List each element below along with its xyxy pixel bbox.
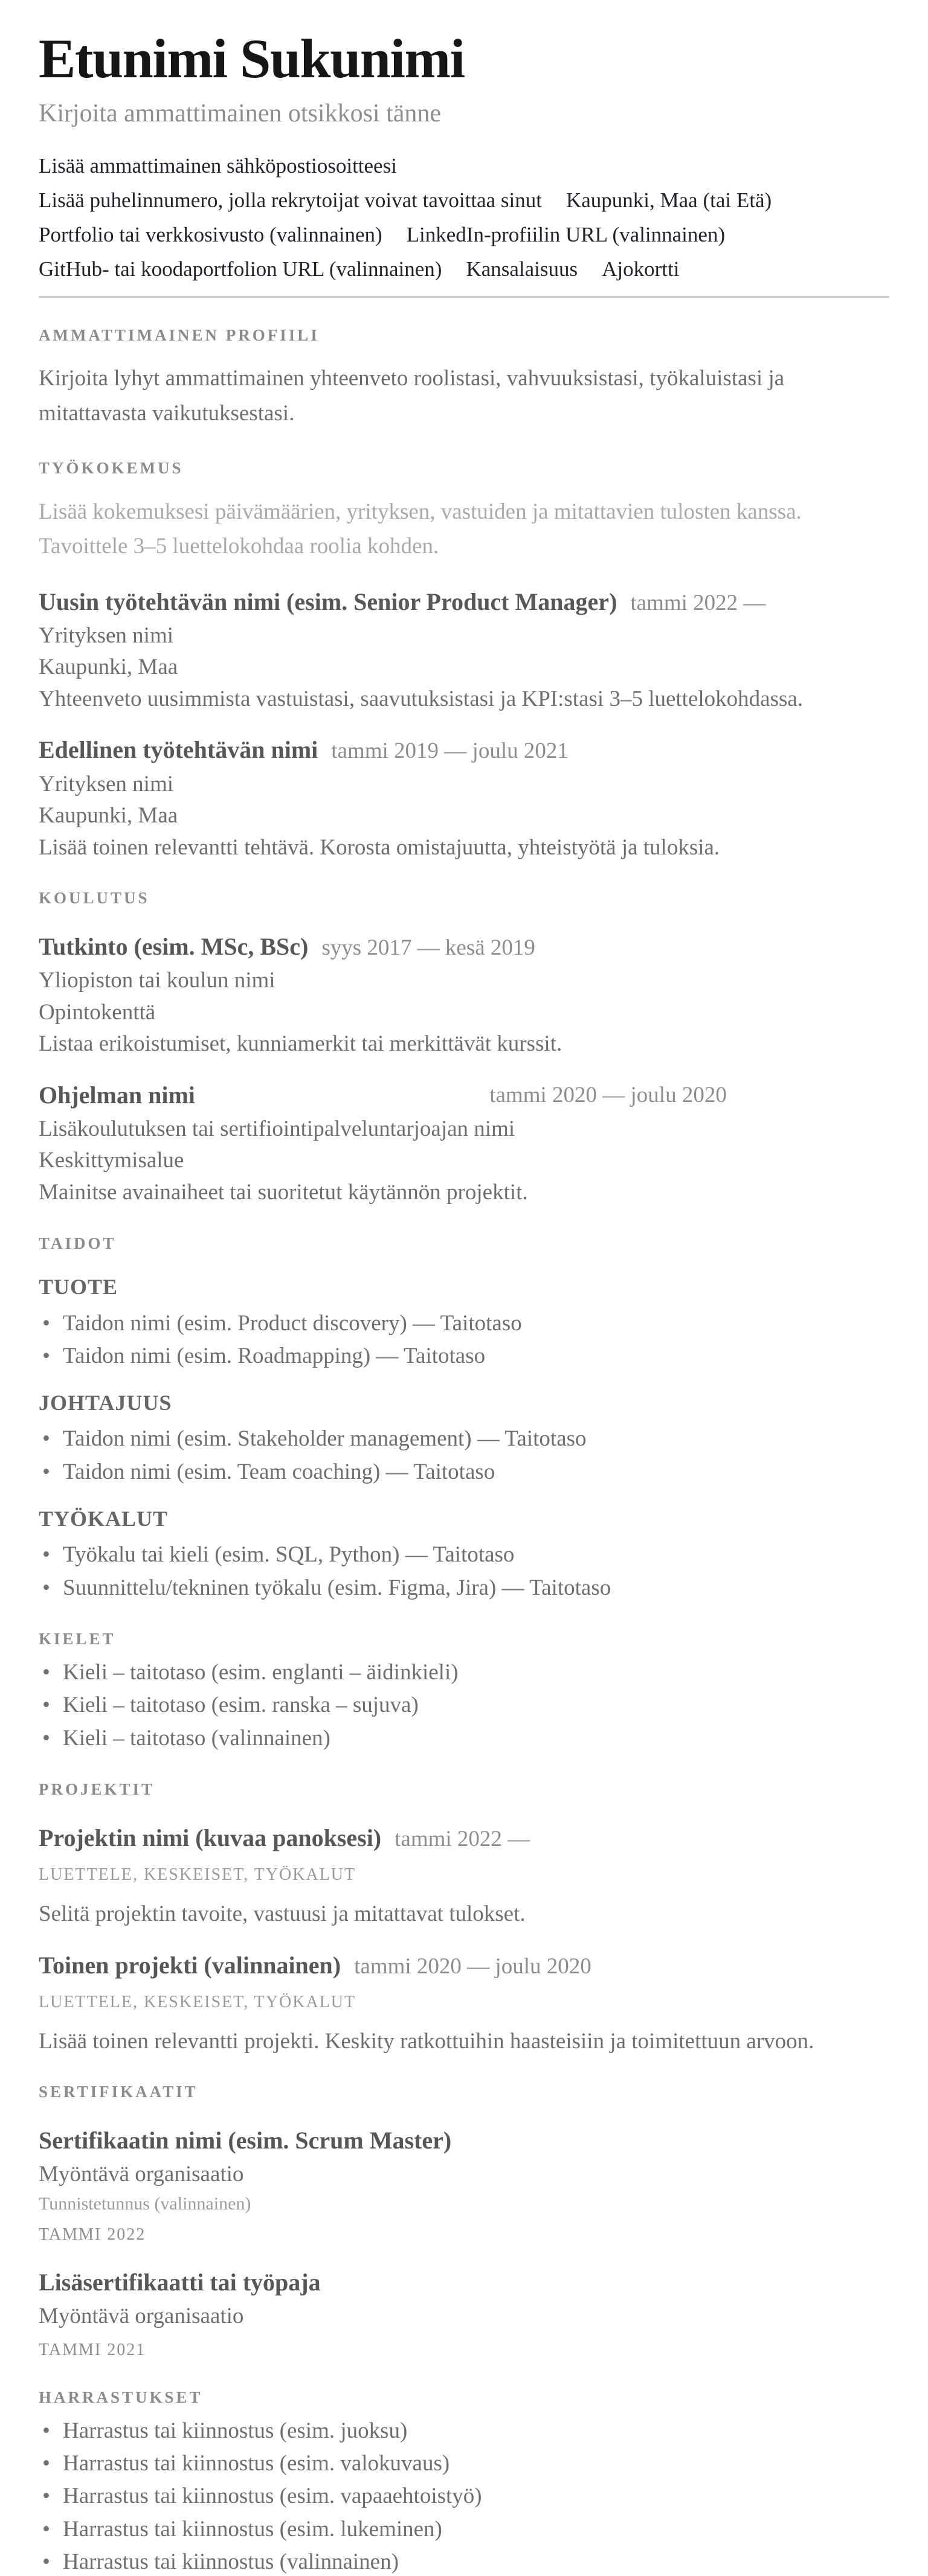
- issuing-organization: Myöntävä organisaatio: [39, 2304, 244, 2329]
- education-note: Mainitse avainaiheet tai suoritetut käytännön projektit.: [39, 1180, 528, 1205]
- contact-email: Lisää ammattimainen sähköpostiosoitteesi: [39, 153, 397, 178]
- skill-item: • Taidon nimi (esim. Team coaching) — Taitotaso: [39, 1459, 889, 1485]
- contact-portfolio: Portfolio tai verkkosivusto (valinnainen): [39, 222, 382, 246]
- education-entry: [39, 1080, 889, 1206]
- resume-header: [39, 28, 889, 298]
- company-name: Yrityksen nimi: [39, 623, 174, 648]
- hobby-item: • Harrastus tai kiinnostus (valinnainen): [39, 2549, 889, 2575]
- experience-entry: [39, 587, 889, 713]
- skill-group-label: TUOTE: [39, 1275, 118, 1299]
- certification-title: Sertifikaatin nimi (esim. Scrum Master): [39, 2127, 452, 2155]
- project-title: Projektin nimi (kuvaa panoksesi): [39, 1824, 382, 1851]
- education-dates: tammi 2020 — joulu 2020: [489, 1082, 727, 1107]
- school-name: Yliopiston tai koulun nimi: [39, 968, 276, 993]
- skill-group-label: TYÖKALUT: [39, 1507, 169, 1531]
- hobby-list: [39, 2418, 889, 2576]
- section-heading-hobbies: HARRASTUKSET: [39, 2388, 203, 2406]
- section-heading-profile: AMMATTIMAINEN PROFIILI: [39, 325, 320, 344]
- resume-document: [39, 28, 889, 2576]
- project-entry-header: [39, 1823, 889, 1853]
- skill-item: • Suunnittelu/tekninen työkalu (esim. Figma, Jira) — Taitotaso: [39, 1575, 889, 1601]
- section-heading-languages: KIELET: [39, 1630, 116, 1648]
- job-title: Edellinen työtehtävän nimi: [39, 736, 318, 764]
- skill-item: • Työkalu tai kieli (esim. SQL, Python) — Taitotaso: [39, 1542, 889, 1568]
- section-skills: [39, 1234, 889, 1602]
- profile-summary: Kirjoita lyhyt ammattimainen yhteenveto roolistasi, vahvuuksistasi, työkaluistasi ja mitattavasta vaikutuksestasi.: [39, 366, 785, 426]
- hobby-item: • Harrastus tai kiinnostus (esim. juoksu): [39, 2418, 889, 2444]
- section-heading-experience: TYÖKOKEMUS: [39, 459, 184, 478]
- project-dates: tammi 2020 — joulu 2020: [354, 1953, 591, 1979]
- education-entry-header: [39, 932, 889, 962]
- field-of-study: Keskittymisalue: [39, 1148, 184, 1173]
- project-title: Toinen projekti (valinnainen): [39, 1951, 341, 1979]
- skill-item: • Taidon nimi (esim. Product discovery) — Taitotaso: [39, 1310, 889, 1337]
- section-projects: [39, 1780, 889, 2054]
- project-dates: tammi 2022 —: [395, 1826, 530, 1851]
- skill-list: [39, 1310, 889, 1370]
- section-education: [39, 888, 889, 1205]
- job-summary: Yhteenveto uusimmista vastuistasi, saavutuksistasi ja KPI:stasi 3–5 luettelokohdassa.: [39, 686, 804, 711]
- hobby-item: • Harrastus tai kiinnostus (esim. valokuvaus): [39, 2450, 889, 2477]
- project-entry: [39, 1950, 889, 2055]
- section-heading-certifications: SERTIFIKAATIT: [39, 2083, 198, 2101]
- program-title: Ohjelman nimi: [39, 1081, 195, 1109]
- section-heading-education: KOULUTUS: [39, 889, 150, 908]
- company-name: Yrityksen nimi: [39, 771, 174, 796]
- credential-id: Tunnistetunnus (valinnainen): [39, 2193, 251, 2214]
- certification-entry-header: [39, 2126, 889, 2156]
- contact-row: [39, 149, 889, 183]
- contact-info: [39, 149, 889, 286]
- experience-entry-header: [39, 587, 889, 617]
- contact-row: [39, 183, 889, 217]
- certification-entry-header: [39, 2267, 889, 2298]
- contact-linkedin: LinkedIn-profiilin URL (valinnainen): [406, 222, 726, 246]
- school-name: Lisäkoulutuksen tai sertifiointipalveluntarjoajan nimi: [39, 1116, 515, 1141]
- skill-group-label: JOHTAJUUS: [39, 1391, 172, 1415]
- language-list: [39, 1659, 889, 1752]
- job-location: Kaupunki, Maa: [39, 655, 178, 680]
- project-tools-label: LUETTELE, KESKEISET, TYÖKALUT: [39, 1992, 356, 2011]
- contact-github: GitHub- tai koodaportfolion URL (valinnainen): [39, 257, 442, 281]
- language-item: • Kieli – taitotaso (valinnainen): [39, 1725, 889, 1752]
- section-profile: [39, 325, 889, 431]
- project-entry: [39, 1823, 889, 1927]
- experience-placeholder: Lisää kokemuksesi päivämäärien, yrityksen, vastuiden ja mitattavien tulosten kanssa. Tavoittele 3–5 luettelokohdaa roolia kohden.: [39, 499, 802, 559]
- experience-entry-header: [39, 735, 889, 765]
- project-entry-header: [39, 1950, 889, 1981]
- contact-phone: Lisää puhelinnumero, jolla rekrytoijat voivat tavoittaa sinut: [39, 188, 542, 212]
- skill-item: • Taidon nimi (esim. Roadmapping) — Taitotaso: [39, 1343, 889, 1370]
- job-summary: Lisää toinen relevantti tehtävä. Korosta omistajuutta, yhteistyötä ja tuloksia.: [39, 835, 720, 860]
- issuing-organization: Myöntävä organisaatio: [39, 2162, 244, 2187]
- page-title: Etunimi Sukunimi: [39, 28, 465, 89]
- skill-list: [39, 1542, 889, 1601]
- job-title: Uusin työtehtävän nimi (esim. Senior Product Manager): [39, 588, 617, 615]
- hobby-item: • Harrastus tai kiinnostus (esim. lukeminen): [39, 2516, 889, 2543]
- education-entry-header: [39, 1080, 889, 1110]
- contact-row: [39, 217, 889, 252]
- project-tools-label: LUETTELE, KESKEISET, TYÖKALUT: [39, 1865, 356, 1885]
- experience-entry: [39, 735, 889, 860]
- contact-driving-license: Ajokortti: [602, 257, 680, 281]
- contact-location: Kaupunki, Maa (tai Etä): [566, 188, 772, 212]
- language-item: • Kieli – taitotaso (esim. ranska – sujuva): [39, 1692, 889, 1719]
- degree-title: Tutkinto (esim. MSc, BSc): [39, 933, 309, 961]
- section-languages: [39, 1629, 889, 1752]
- project-summary: Selitä projektin tavoite, vastuusi ja mitattavat tulokset.: [39, 1902, 526, 1927]
- certification-title: Lisäsertifikaatti tai työpaja: [39, 2269, 321, 2296]
- certification-date: TAMMI 2022: [39, 2225, 146, 2244]
- project-summary: Lisää toinen relevantti projekti. Keskity ratkottuihin haasteisiin ja toimitettuun arvoon.: [39, 2028, 814, 2054]
- skill-item: • Taidon nimi (esim. Stakeholder management) — Taitotaso: [39, 1426, 889, 1452]
- contact-row: [39, 252, 889, 286]
- certification-date: TAMMI 2021: [39, 2340, 146, 2359]
- job-location: Kaupunki, Maa: [39, 803, 178, 828]
- field-of-study: Opintokenttä: [39, 999, 156, 1025]
- hobby-item: • Harrastus tai kiinnostus (esim. vapaaehtoistyö): [39, 2483, 889, 2510]
- section-experience: [39, 458, 889, 860]
- language-item: • Kieli – taitotaso (esim. englanti – äidinkieli): [39, 1659, 889, 1686]
- section-heading-projects: PROJEKTIT: [39, 1780, 155, 1799]
- section-certifications: [39, 2082, 889, 2359]
- contact-citizenship: Kansalaisuus: [466, 257, 578, 281]
- skill-list: [39, 1426, 889, 1485]
- education-dates: syys 2017 — kesä 2019: [321, 935, 535, 961]
- section-hobbies: [39, 2388, 889, 2576]
- education-entry: [39, 932, 889, 1057]
- job-dates: tammi 2022 —: [630, 590, 766, 615]
- headline-placeholder: Kirjoita ammattimainen otsikkosi tänne: [39, 100, 442, 128]
- job-dates: tammi 2019 — joulu 2021: [331, 739, 569, 764]
- education-note: Listaa erikoistumiset, kunniamerkit tai merkittävät kurssit.: [39, 1031, 562, 1057]
- certification-entry: [39, 2126, 889, 2244]
- certification-entry: [39, 2267, 889, 2360]
- header-divider: [39, 296, 889, 298]
- section-heading-skills: TAIDOT: [39, 1234, 117, 1252]
